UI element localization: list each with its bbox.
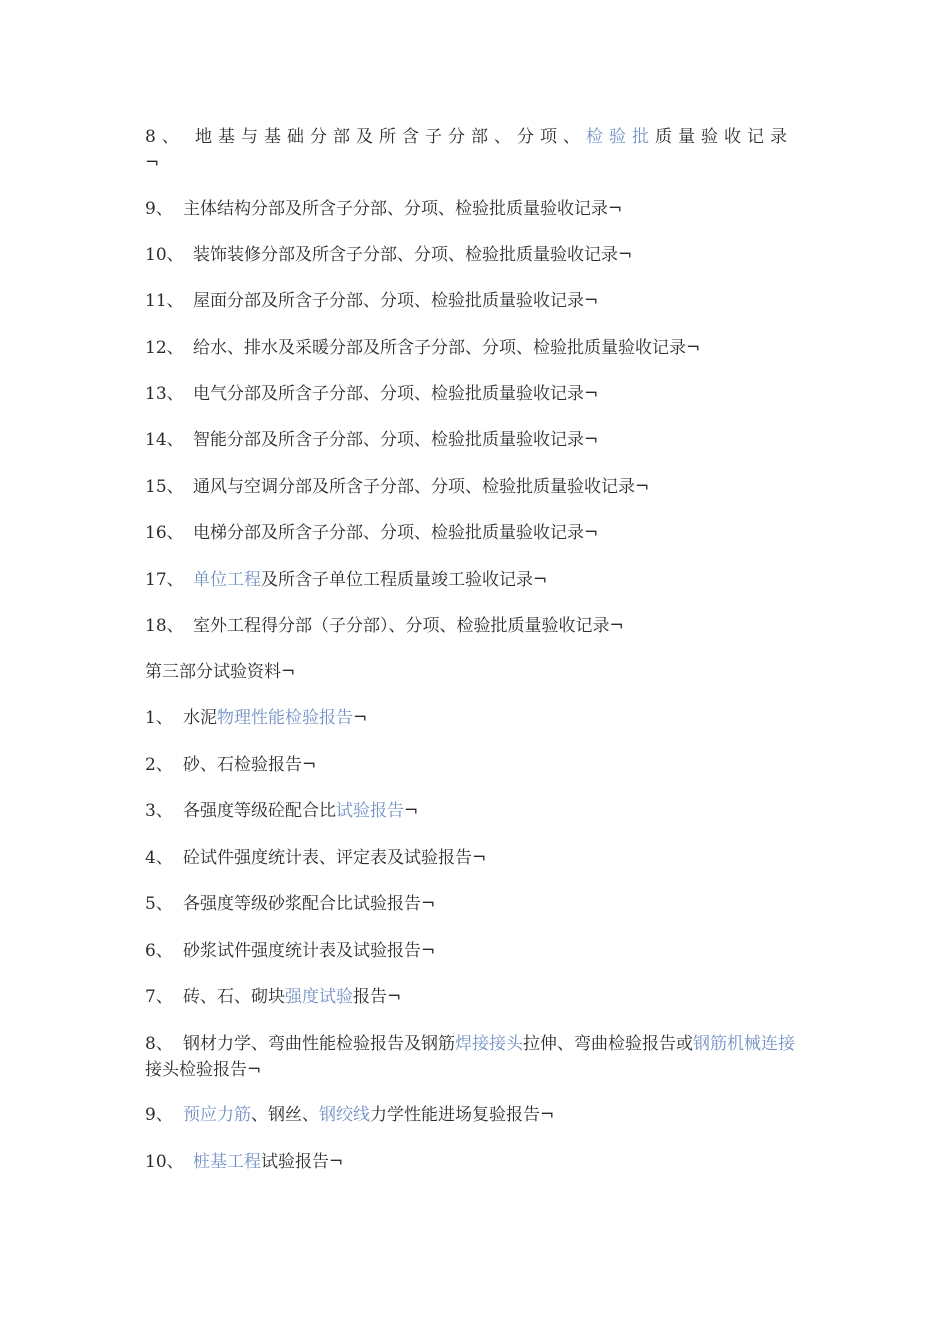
item-number: 12、 <box>145 338 184 358</box>
item-text: 拉伸、弯曲检验报告或 <box>523 1034 693 1054</box>
list-item <box>145 567 810 593</box>
paragraph-mark: ¬ <box>281 662 296 682</box>
list-item <box>145 242 810 268</box>
item-text: 室外工程得分部（子分部）、分项、检验批质量验收记录 <box>193 616 610 636</box>
list-item <box>145 1102 810 1128</box>
paragraph-mark: ¬ <box>421 941 436 961</box>
item-number: 17、 <box>145 570 184 590</box>
list-item <box>145 196 810 222</box>
paragraph-mark: ¬ <box>302 755 317 775</box>
paragraph-mark: ¬ <box>609 616 624 636</box>
item-number: 9、 <box>145 199 173 219</box>
paragraph-mark: ¬ <box>472 848 487 868</box>
item-text: 及所含子单位工程质量竣工验收记录 <box>261 570 533 590</box>
paragraph-mark: ¬ <box>353 708 368 728</box>
item-text: 质量验收记录 <box>655 127 793 147</box>
item-number: 10、 <box>145 245 184 265</box>
list-item <box>145 891 810 917</box>
list-item <box>145 427 810 453</box>
item-text: 给水、排水及采暖分部及所含子分部、分项、检验批质量验收记录 <box>193 338 686 358</box>
paragraph-mark: ¬ <box>584 291 599 311</box>
item-number: 5、 <box>145 894 173 914</box>
hyperlink[interactable]: 预应力筋 <box>183 1105 251 1125</box>
item-text: 钢材力学、弯曲性能检验报告及钢筋 <box>183 1034 455 1054</box>
item-text: 接头检验报告 <box>145 1060 247 1080</box>
list-item <box>145 798 810 824</box>
list-item <box>145 984 810 1010</box>
item-number: 3、 <box>145 801 173 821</box>
item-text: 砼试件强度统计表、评定表及试验报告 <box>183 848 472 868</box>
item-text: 试验报告 <box>261 1152 329 1172</box>
item-text: 报告 <box>353 987 387 1007</box>
hyperlink[interactable]: 桩基工程 <box>193 1152 261 1172</box>
item-text: 力学性能进场复验报告 <box>370 1105 540 1125</box>
list-item <box>145 752 810 778</box>
item-number: 15、 <box>145 477 184 497</box>
item-number: 1、 <box>145 708 173 728</box>
list-item <box>145 845 810 871</box>
item-text: 屋面分部及所含子分部、分项、检验批质量验收记录 <box>193 291 584 311</box>
item-number: 2、 <box>145 755 173 775</box>
item-text: 、钢丝、 <box>251 1105 319 1125</box>
list-item <box>145 938 810 964</box>
list-item <box>145 705 810 731</box>
list-item <box>145 381 810 407</box>
paragraph-mark: ¬ <box>635 477 650 497</box>
item-text: 电梯分部及所含子分部、分项、检验批质量验收记录 <box>193 523 584 543</box>
item-number: 6、 <box>145 941 173 961</box>
hyperlink[interactable]: 单位工程 <box>193 570 261 590</box>
item-number: 8、 <box>145 127 185 147</box>
hyperlink[interactable]: 物理性能检验报告 <box>217 708 353 728</box>
list-item <box>145 1149 810 1175</box>
item-text: 砂、石检验报告 <box>183 755 302 775</box>
item-number: 10、 <box>145 1152 184 1172</box>
paragraph-mark: ¬ <box>584 384 599 404</box>
hyperlink[interactable]: 钢绞线 <box>319 1105 370 1125</box>
list-item <box>145 335 810 361</box>
item-text: 地基与基础分部及所含子分部、分项、 <box>195 127 586 147</box>
hyperlink[interactable]: 强度试验 <box>285 987 353 1007</box>
item-text: 砖、石、砌块 <box>183 987 285 1007</box>
paragraph-mark: ¬ <box>387 987 402 1007</box>
list-item <box>145 613 810 639</box>
item-number: 11、 <box>145 291 184 311</box>
item-text: 砂浆试件强度统计表及试验报告 <box>183 941 421 961</box>
item-number: 14、 <box>145 430 184 450</box>
list-item <box>145 1031 810 1083</box>
item-text: 通风与空调分部及所含子分部、分项、检验批质量验收记录 <box>193 477 635 497</box>
paragraph-mark: ¬ <box>533 570 548 590</box>
item-number: 8、 <box>145 1034 173 1054</box>
list-item <box>145 520 810 546</box>
paragraph-mark: ¬ <box>686 338 701 358</box>
hyperlink[interactable]: 试验报告 <box>336 801 404 821</box>
item-text: 主体结构分部及所含子分部、分项、检验批质量验收记录 <box>183 199 608 219</box>
paragraph-mark: ¬ <box>540 1105 555 1125</box>
item-number: 7、 <box>145 987 173 1007</box>
item-number: 16、 <box>145 523 184 543</box>
list-item <box>145 288 810 314</box>
item-text: 电气分部及所含子分部、分项、检验批质量验收记录 <box>193 384 584 404</box>
list-item <box>145 124 810 176</box>
hyperlink[interactable]: 检验批 <box>586 127 655 147</box>
paragraph-mark: ¬ <box>404 801 419 821</box>
paragraph-mark: ¬ <box>247 1060 262 1080</box>
paragraph-mark: ¬ <box>584 523 599 543</box>
paragraph-mark: ¬ <box>584 430 599 450</box>
paragraph-mark: ¬ <box>145 153 166 173</box>
item-text: 第三部分试验资料 <box>145 662 281 682</box>
paragraph-mark: ¬ <box>618 245 633 265</box>
item-number: 18、 <box>145 616 184 636</box>
list-item <box>145 659 810 685</box>
paragraph-mark: ¬ <box>421 894 436 914</box>
paragraph-mark: ¬ <box>608 199 623 219</box>
item-number: 13、 <box>145 384 184 404</box>
item-number: 9、 <box>145 1105 173 1125</box>
hyperlink[interactable]: 焊接接头 <box>455 1034 523 1054</box>
paragraph-mark: ¬ <box>329 1152 344 1172</box>
item-text: 装饰装修分部及所含子分部、分项、检验批质量验收记录 <box>193 245 618 265</box>
list-item <box>145 474 810 500</box>
item-text: 各强度等级砼配合比 <box>183 801 336 821</box>
item-text: 水泥 <box>183 708 217 728</box>
item-text: 各强度等级砂浆配合比试验报告 <box>183 894 421 914</box>
item-text: 智能分部及所含子分部、分项、检验批质量验收记录 <box>193 430 584 450</box>
item-number: 4、 <box>145 848 173 868</box>
hyperlink[interactable]: 钢筋机械连接 <box>693 1034 795 1054</box>
